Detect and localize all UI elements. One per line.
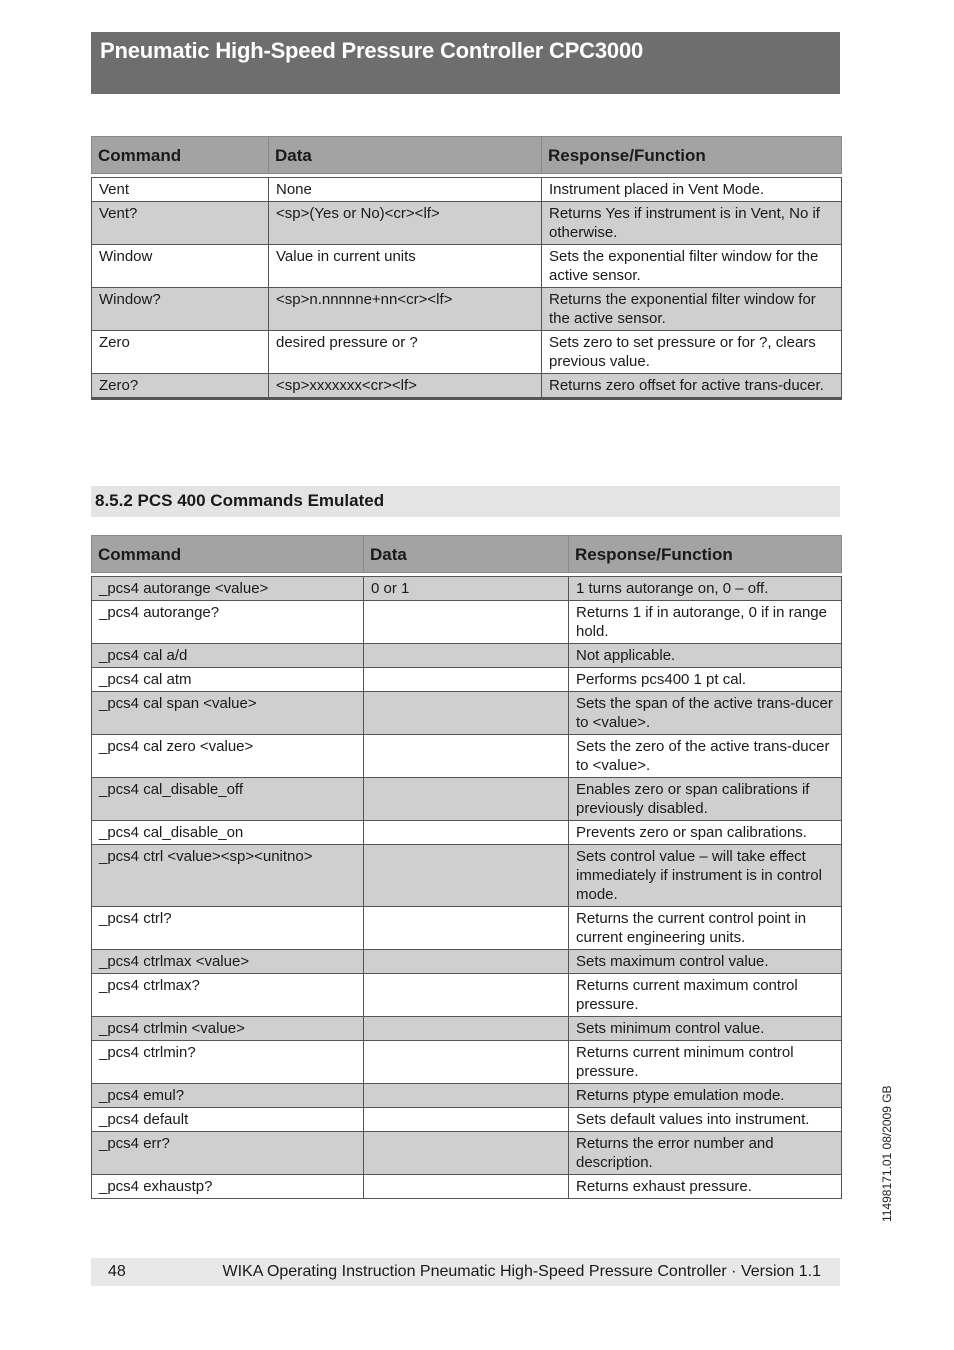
table-row <box>92 950 842 974</box>
response-cell: Sets the exponential filter window for the active sensor. <box>542 245 842 288</box>
table-row <box>92 245 842 288</box>
response-cell: Returns 1 if in autorange, 0 if in range hold. <box>569 601 842 644</box>
data-cell <box>364 1017 569 1041</box>
table-header-row <box>92 137 842 174</box>
table-row <box>92 577 842 601</box>
table-row <box>92 1108 842 1132</box>
data-cell <box>364 974 569 1017</box>
table-row <box>92 821 842 845</box>
table-row <box>92 1175 842 1199</box>
command-cell: _pcs4 cal span <value> <box>92 692 364 735</box>
data-cell <box>364 950 569 974</box>
command-cell: _pcs4 autorange <value> <box>92 577 364 601</box>
table-row <box>92 1084 842 1108</box>
response-cell: Returns current maximum control pressure. <box>569 974 842 1017</box>
response-cell: Returns exhaust pressure. <box>569 1175 842 1199</box>
table-body <box>92 573 842 1199</box>
response-cell: 1 turns autorange on, 0 – off. <box>569 577 842 601</box>
command-cell: _pcs4 ctrl <value><sp><unitno> <box>92 845 364 907</box>
response-cell: Performs pcs400 1 pt cal. <box>569 668 842 692</box>
table-header-row <box>92 536 842 573</box>
response-cell: Prevents zero or span calibrations. <box>569 821 842 845</box>
command-cell: _pcs4 cal a/d <box>92 644 364 668</box>
response-cell: Sets the zero of the active trans-ducer to <value>. <box>569 735 842 778</box>
command-cell: _pcs4 exhaustp? <box>92 1175 364 1199</box>
response-cell: Returns the exponential filter window for the active sensor. <box>542 288 842 331</box>
response-cell: Not applicable. <box>569 644 842 668</box>
data-cell: <sp>xxxxxxx<cr><lf> <box>269 374 542 399</box>
response-cell: Returns ptype emulation mode. <box>569 1084 842 1108</box>
response-cell: Enables zero or span calibrations if previously disabled. <box>569 778 842 821</box>
response-cell: Sets maximum control value. <box>569 950 842 974</box>
command-cell: Vent <box>92 178 269 202</box>
data-cell <box>364 1108 569 1132</box>
data-cell: <sp>(Yes or No)<cr><lf> <box>269 202 542 245</box>
table-row <box>92 374 842 399</box>
response-cell: Sets control value – will take effect immediately if instrument is in control mode. <box>569 845 842 907</box>
table-row <box>92 178 842 202</box>
column-header-response: Response/Function <box>569 536 842 573</box>
data-cell <box>364 601 569 644</box>
table-row <box>92 202 842 245</box>
command-cell: _pcs4 ctrl? <box>92 907 364 950</box>
column-header-response: Response/Function <box>542 137 842 174</box>
command-cell: _pcs4 ctrlmax <value> <box>92 950 364 974</box>
footer-text: WIKA Operating Instruction Pneumatic High-Speed Pressure Controller · Version 1.1 <box>222 1263 821 1280</box>
command-cell: _pcs4 cal_disable_off <box>92 778 364 821</box>
data-cell: 0 or 1 <box>364 577 569 601</box>
table-row <box>92 1132 842 1175</box>
data-cell <box>364 692 569 735</box>
data-cell <box>364 668 569 692</box>
command-cell: _pcs4 cal atm <box>92 668 364 692</box>
data-cell: None <box>269 178 542 202</box>
table-row <box>92 1017 842 1041</box>
table-body <box>92 174 842 399</box>
column-header-data: Data <box>269 137 542 174</box>
table-row <box>92 288 842 331</box>
response-cell: Returns zero offset for active trans-ducer. <box>542 374 842 399</box>
data-cell <box>364 1041 569 1084</box>
table-row <box>92 601 842 644</box>
response-cell: Instrument placed in Vent Mode. <box>542 178 842 202</box>
table-row <box>92 668 842 692</box>
command-cell: _pcs4 emul? <box>92 1084 364 1108</box>
table-row <box>92 974 842 1017</box>
table-row <box>92 1041 842 1084</box>
page-footer <box>91 1258 840 1286</box>
data-cell <box>364 778 569 821</box>
data-cell <box>364 907 569 950</box>
command-cell: _pcs4 autorange? <box>92 601 364 644</box>
data-cell <box>364 1084 569 1108</box>
table-row <box>92 692 842 735</box>
command-cell: _pcs4 ctrlmin <value> <box>92 1017 364 1041</box>
command-cell: _pcs4 ctrlmin? <box>92 1041 364 1084</box>
page-number: 48 <box>108 1263 126 1280</box>
command-cell: _pcs4 err? <box>92 1132 364 1175</box>
command-cell: Window <box>92 245 269 288</box>
command-cell: _pcs4 cal_disable_on <box>92 821 364 845</box>
response-cell: Sets the span of the active trans-ducer to <value>. <box>569 692 842 735</box>
data-cell <box>364 845 569 907</box>
table-row <box>92 845 842 907</box>
data-cell <box>364 644 569 668</box>
response-cell: Sets default values into instrument. <box>569 1108 842 1132</box>
data-cell: desired pressure or ? <box>269 331 542 374</box>
data-cell <box>364 1175 569 1199</box>
response-cell: Returns current minimum control pressure. <box>569 1041 842 1084</box>
data-cell: Value in current units <box>269 245 542 288</box>
command-cell: _pcs4 default <box>92 1108 364 1132</box>
command-cell: _pcs4 ctrlmax? <box>92 974 364 1017</box>
data-cell <box>364 735 569 778</box>
response-cell: Sets zero to set pressure or for ?, clears previous value. <box>542 331 842 374</box>
table-row <box>92 778 842 821</box>
section-heading: 8.5.2 PCS 400 Commands Emulated <box>91 486 840 517</box>
command-table-cpc <box>91 136 842 400</box>
data-cell <box>364 821 569 845</box>
response-cell: Returns the error number and description. <box>569 1132 842 1175</box>
command-cell: _pcs4 cal zero <value> <box>92 735 364 778</box>
table-row <box>92 907 842 950</box>
document-header <box>91 32 840 94</box>
table-row <box>92 735 842 778</box>
column-header-command: Command <box>92 137 269 174</box>
command-cell: Vent? <box>92 202 269 245</box>
column-header-data: Data <box>364 536 569 573</box>
command-cell: Zero <box>92 331 269 374</box>
response-cell: Returns Yes if instrument is in Vent, No if otherwise. <box>542 202 842 245</box>
document-title: Pneumatic High-Speed Pressure Controller CPC3000 <box>100 38 644 63</box>
table-row <box>92 644 842 668</box>
table-row <box>92 331 842 374</box>
data-cell <box>364 1132 569 1175</box>
column-header-command: Command <box>92 536 364 573</box>
response-cell: Sets minimum control value. <box>569 1017 842 1041</box>
response-cell: Returns the current control point in current engineering units. <box>569 907 842 950</box>
command-table-pcs400 <box>91 535 842 1199</box>
command-cell: Window? <box>92 288 269 331</box>
command-cell: Zero? <box>92 374 269 399</box>
document-code: 11498171.01 08/2009 GB <box>880 1085 894 1222</box>
data-cell: <sp>n.nnnnne+nn<cr><lf> <box>269 288 542 331</box>
